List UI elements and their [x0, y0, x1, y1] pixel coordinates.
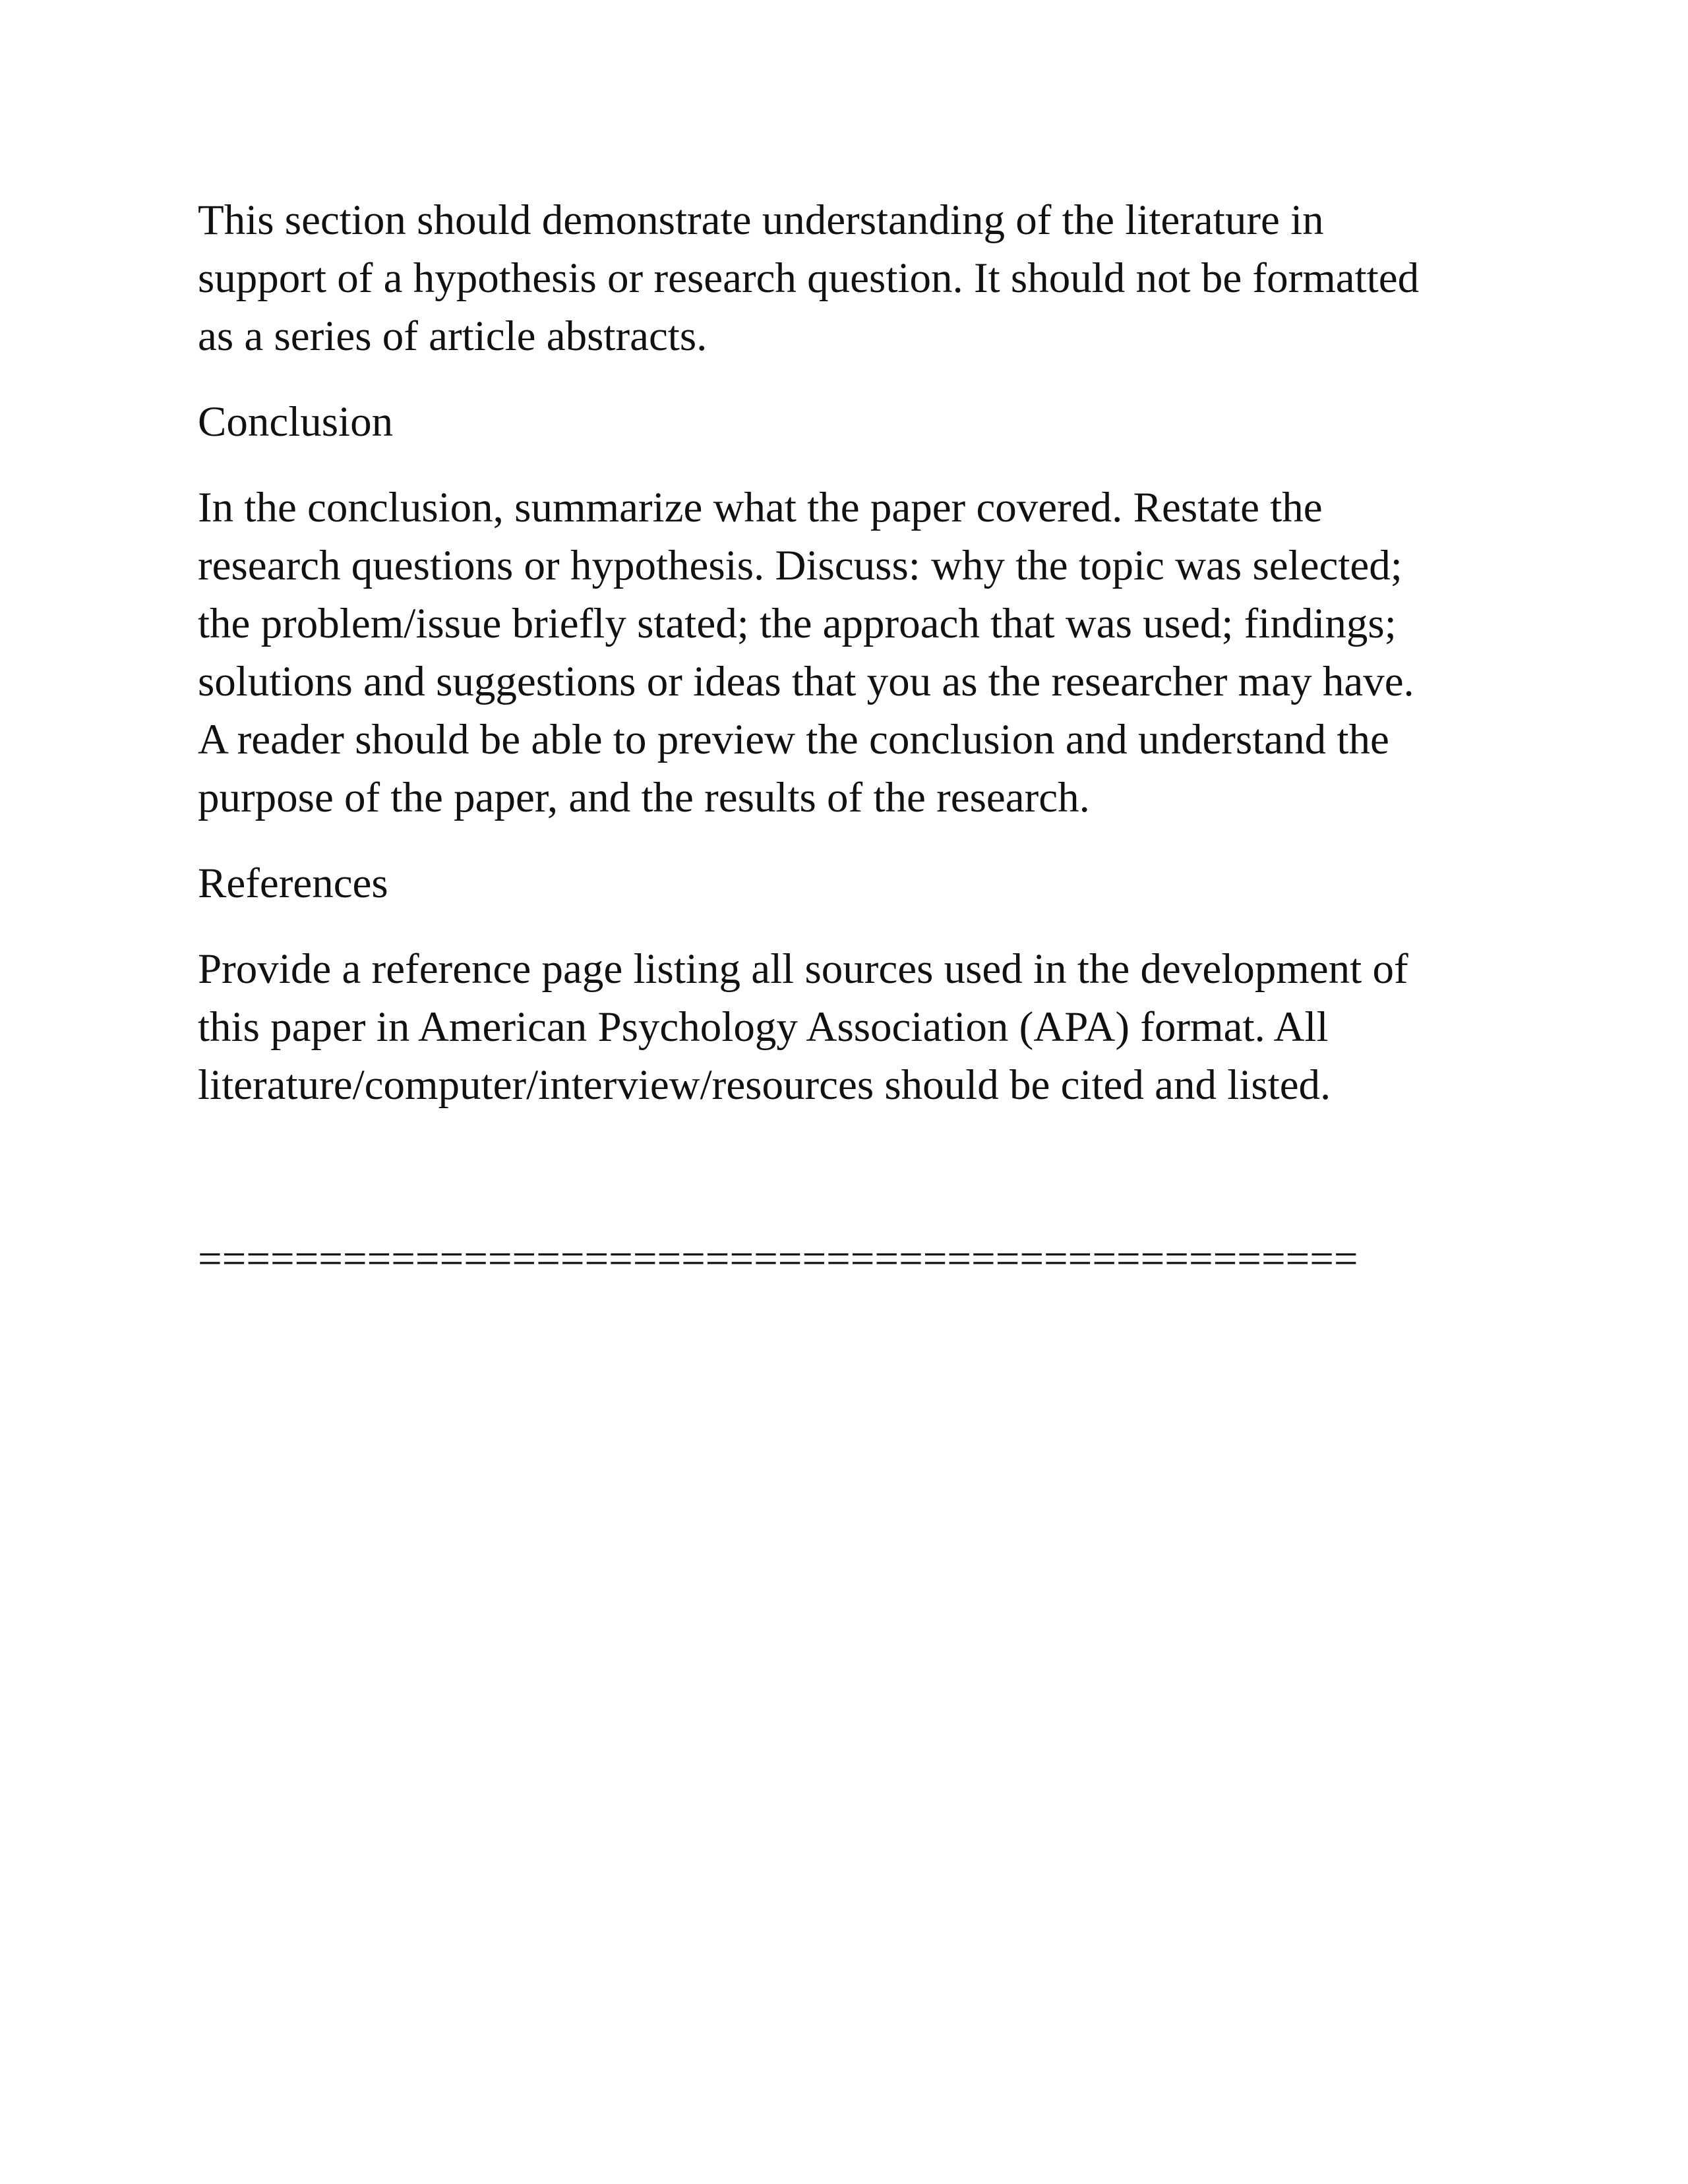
references-line: this paper in American Psychology Association (APA) format. All: [198, 1003, 1329, 1051]
conclusion-line: A reader should be able to preview the conclusion and understand the: [198, 716, 1389, 763]
intro-line: This section should demonstrate understanding of the literature in: [198, 196, 1324, 244]
document-body: [198, 191, 1490, 1288]
intro-line: support of a hypothesis or research question. It should not be formatted: [198, 254, 1420, 302]
references-line: literature/computer/interview/resources should be cited and listed.: [198, 1061, 1331, 1109]
conclusion-line: solutions and suggestions or ideas that you as the researcher may have.: [198, 658, 1414, 705]
conclusion-paragraph: [198, 479, 1490, 827]
references-heading: References: [198, 860, 388, 907]
conclusion-heading: Conclusion: [198, 398, 394, 446]
conclusion-line: purpose of the paper, and the results of the research.: [198, 774, 1090, 821]
section-divider: ================================================: [198, 1235, 1358, 1283]
references-paragraph: [198, 940, 1490, 1114]
conclusion-line: In the conclusion, summarize what the paper covered. Restate the: [198, 484, 1323, 531]
intro-line: as a series of article abstracts.: [198, 312, 708, 360]
intro-paragraph: [198, 191, 1490, 365]
references-line: Provide a reference page listing all sources used in the development of: [198, 945, 1408, 993]
conclusion-line: the problem/issue briefly stated; the approach that was used; findings;: [198, 600, 1397, 647]
conclusion-line: research questions or hypothesis. Discuss: why the topic was selected;: [198, 542, 1402, 589]
